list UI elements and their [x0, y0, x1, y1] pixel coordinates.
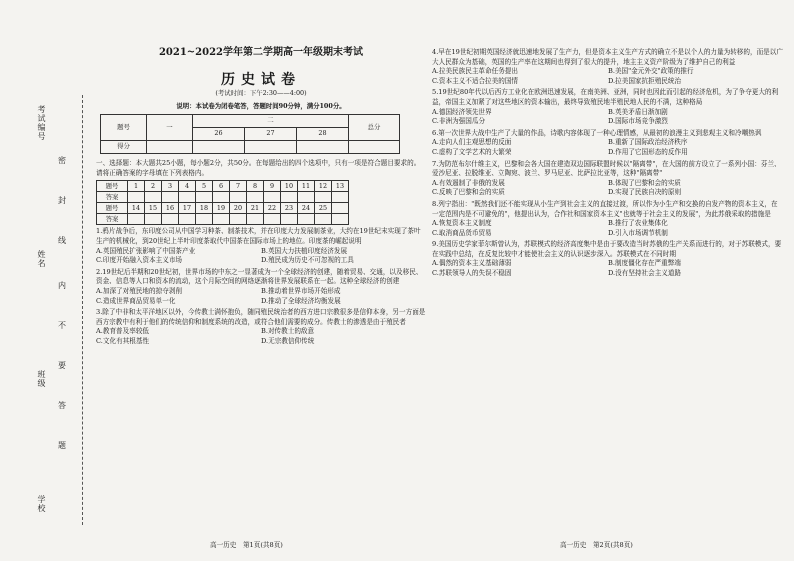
option: C.虚构了文学艺术的大繁荣	[432, 147, 512, 156]
score-table	[100, 114, 400, 154]
question-number: 14	[128, 203, 145, 214]
option: C.文化有其根基性	[96, 336, 150, 345]
question-stem: 8.列宁指出："既然我们还不能实现从小生产到社会主义的直接过渡，所以作为小生产和交换的自发产物的资本主义，在一定范围内是不可避免的"，他提出认为，合作社和国家资本主义"也就等于社会主义的发展"，为此苏俄采取的措施是	[432, 199, 778, 218]
question-block	[96, 268, 426, 306]
answer-cell	[179, 192, 196, 203]
answer-cell	[332, 214, 349, 225]
question-options	[432, 219, 784, 238]
option: C.资本主义不适合拉美的国情	[432, 76, 519, 85]
answer-cell	[196, 214, 213, 225]
score-label: 题号	[101, 115, 147, 141]
answer-cell	[298, 214, 315, 225]
option: A.恢复资本主义制度	[432, 219, 492, 228]
school-label: 学校	[37, 495, 46, 513]
option: A.加深了对殖民地的掠夺剥削	[96, 286, 182, 295]
right-page	[432, 46, 784, 279]
question-block	[432, 129, 784, 158]
question-number: 13	[332, 181, 349, 192]
seal-char: 答	[58, 401, 66, 410]
question-number: 19	[213, 203, 230, 214]
option: A.有效遏制了非俄的发展	[432, 178, 505, 187]
answer-cell	[196, 192, 213, 203]
answer-cell	[247, 214, 264, 225]
option: D.引入市场调节机制	[608, 228, 668, 237]
seal-char: 不	[58, 321, 66, 330]
exam-no-label: 考试编号	[37, 105, 46, 141]
answer-cell	[332, 203, 349, 214]
answer-table	[96, 180, 349, 225]
seal-char: 题	[58, 441, 66, 450]
question-stem: 2.19世纪后半期和20世纪初，世界市场的中东之一显著成为一个全球经济的创建，随着贸易、交通，以及移民、资金、信息等人口和资本的流动，这个月际空间的网络逐渐将世界发展联系在一起。这种全球经济的创建	[96, 267, 423, 286]
option: D.作用了它国形态的反作用	[608, 147, 688, 156]
answer-label: 答案	[97, 214, 128, 225]
question-number: 20	[230, 203, 247, 214]
question-options	[432, 67, 784, 86]
option: B.对传教士的敌意	[261, 327, 315, 336]
qnum-label: 题号	[97, 203, 128, 214]
answer-cell	[128, 192, 145, 203]
seal-char: 封	[58, 196, 66, 205]
question-number: 15	[145, 203, 162, 214]
answer-cell	[281, 214, 298, 225]
option: B.美国"金元外交"政策的推行	[608, 67, 694, 76]
option: A.拉美民族民主革命任务提出	[432, 67, 518, 76]
left-page	[96, 42, 426, 347]
option: D.无宗教信仰传统	[261, 336, 315, 345]
answer-cell	[230, 214, 247, 225]
answer-cell	[332, 192, 349, 203]
seal-char: 要	[58, 361, 66, 370]
question-number: 10	[281, 181, 298, 192]
section-one-instructions: 一、选择题：本大题共25小题，每小题2分，共50分。在每题给出的四个选项中，只有一项是符合题目要求的。请将正确答案的字母填在下列表格内。	[96, 159, 421, 177]
question-block	[432, 160, 784, 198]
question-stem: 3.除了中非和太平洋地区以外，今传教士满怀抱负，随同殖民统治者的西方进口宗教很多是信仰本身，另一方面是西方宗教中有利于他们的传统信仰和制度系统的改造，或符合他们需要的成分。传教士的渗透是由于殖民者	[96, 308, 426, 326]
option: A.英国殖民扩张影响了中国茶产业	[96, 246, 196, 255]
option: B.制度僵化存在严重弊端	[608, 259, 681, 268]
question-block	[432, 200, 784, 238]
answer-cell	[264, 192, 281, 203]
question-number: 8	[247, 181, 264, 192]
option: D.国际市场竞争激烈	[608, 117, 668, 126]
question-number: 1	[128, 181, 145, 192]
option: C.苏联领导人的失误不稳固	[432, 269, 512, 278]
binding-margin	[0, 0, 95, 561]
subject-title: 历史试卷	[221, 71, 301, 88]
seal-char: 内	[58, 281, 66, 290]
score-q27: 27	[245, 128, 297, 141]
exam-time: (考试时间：下午2:30——4:00)	[215, 89, 307, 98]
exam-title: 2021~2022学年第二学期高一年级期末考试	[158, 47, 364, 58]
question-number: 22	[264, 203, 281, 214]
seal-line	[82, 95, 83, 525]
name-label: 姓名	[37, 250, 46, 268]
question-options	[432, 108, 784, 127]
option: A.走向人们主观思想的反面	[432, 138, 512, 147]
question-stem: 1.鸦片战争后，东印度公司从中国学习种茶、制茶技术，并在印度大力发展制茶业，大约在19世纪末实现了茶叶生产的机械化，到20世纪上半叶印度茶取代中国茶在国际市场上的地位。印度茶的崛起说明	[96, 227, 421, 245]
option: B.推动着世界市场开始形成	[261, 286, 341, 295]
option: A.偶然的资本主义基础薄弱	[432, 259, 512, 268]
option: B.英国大力扶植印度经济发展	[261, 246, 348, 255]
question-number: 4	[179, 181, 196, 192]
option: C.印度开始融入资本主义市场	[96, 256, 183, 265]
score-section-1: 一	[147, 115, 193, 141]
question-number: 3	[162, 181, 179, 192]
option: B.英美矛盾日渐加剧	[608, 107, 668, 116]
option: D.拉美国家抗拒殖民统治	[608, 76, 682, 85]
option: C.非洲为强国瓜分	[432, 117, 486, 126]
question-options	[96, 327, 426, 346]
question-options	[96, 247, 426, 266]
option: D.没有坚持社会主义道路	[608, 269, 682, 278]
question-number: 11	[298, 181, 315, 192]
question-block	[96, 308, 426, 346]
answer-cell	[247, 192, 264, 203]
question-stem: 9.美国历史学家菲尔斯曾认为，苏联模式的经济高度集中是由于要改造当时苏俄的生产关系而进行的，对于苏联模式，要在实践中总结，在反复比较中才能使社会主义的认识逐步深入。苏联模式在不同时期	[432, 240, 782, 258]
question-number: 24	[298, 203, 315, 214]
question-options	[432, 259, 784, 278]
class-label: 班级	[37, 370, 46, 388]
question-number: 16	[162, 203, 179, 214]
answer-cell	[145, 214, 162, 225]
question-number: 7	[230, 181, 247, 192]
exam-note: 说明：本试卷为闭卷笔答，答题时间90分钟，满分100分。	[176, 102, 346, 111]
question-number: 9	[264, 181, 281, 192]
question-number: 2	[145, 181, 162, 192]
question-number: 23	[281, 203, 298, 214]
answer-cell	[145, 192, 162, 203]
answer-cell	[298, 192, 315, 203]
question-options	[432, 179, 784, 198]
footer-right: 高一历史 第2页(共8页)	[560, 541, 633, 549]
question-options	[96, 287, 426, 306]
option: B.推行了农业集体化	[608, 219, 668, 228]
option: C.反映了巴黎和会的实质	[432, 188, 505, 197]
question-number: 18	[196, 203, 213, 214]
option: A.教育普及率较低	[96, 327, 150, 336]
option: B.重新了国际政治经济秩序	[608, 138, 688, 147]
question-stem: 5.19世纪80年代以后西方工业化在欧洲迅速发展，在南美洲、亚洲，同时也因此而引起的经济危机，为了争夺更大的利益，帝国主义加紧了对这些地区的资本输出，最终导致殖民地半殖民地人民的不满，这种格局	[432, 88, 779, 106]
question-options	[432, 138, 784, 157]
question-number: 12	[315, 181, 332, 192]
seal-char: 线	[58, 236, 66, 245]
question-stem: 6.第一次世界大战中生产了大量的作品，诗歌内容体现了一种心理情感，从最初的浪漫主义到悲观主义和冷嘲热讽	[432, 128, 762, 137]
option: D.实现了民族自决的原则	[608, 188, 682, 197]
points-label: 得分	[101, 141, 147, 154]
answer-cell	[281, 192, 298, 203]
question-number: 6	[213, 181, 230, 192]
question-block	[432, 48, 784, 86]
score-q26: 26	[193, 128, 245, 141]
answer-cell	[230, 192, 247, 203]
question-block	[432, 240, 784, 278]
question-number: 17	[179, 203, 196, 214]
question-number: 25	[315, 203, 332, 214]
question-number: 21	[247, 203, 264, 214]
question-block	[96, 227, 426, 265]
option: D.殖民成为历史不可忽视的工具	[261, 256, 354, 265]
answer-cell	[315, 214, 332, 225]
question-block	[432, 88, 784, 126]
score-section-2: 二	[193, 115, 349, 128]
question-stem: 4.早在19世纪初期英国经济就迅速地发展了生产力，但是资本主义生产方式的确立不是以个人的力量为转移的，而是以广大人民群众为基础，英国的生产率在这期间也得到了很大的提升，地主主义资产阶级为了维护自己的利益	[432, 48, 783, 66]
option: C.造成世界商品贸易单一化	[96, 296, 176, 305]
answer-cell	[213, 192, 230, 203]
score-q28: 28	[297, 128, 349, 141]
answer-label: 答案	[97, 192, 128, 203]
answer-cell	[264, 214, 281, 225]
answer-cell	[128, 214, 145, 225]
seal-char: 密	[58, 156, 66, 165]
option: D.推动了全球经济均衡发展	[261, 296, 341, 305]
answer-cell	[213, 214, 230, 225]
question-stem: 7.为防范布尔什维主义，巴黎和会各大国在建造双边国际联盟时候以"隔离带"，在大国的前方设立了一系列小国：芬兰、爱沙尼亚、拉脱维亚、立陶宛、波兰、罗马尼亚、比萨拉比亚等，这种"隔离带"	[432, 159, 781, 178]
option: B.体现了巴黎和会的实质	[608, 178, 681, 187]
question-number: 5	[196, 181, 213, 192]
answer-cell	[162, 214, 179, 225]
qnum-label: 题号	[97, 181, 128, 192]
answer-cell	[162, 192, 179, 203]
option: A.德国经济领先世界	[432, 107, 492, 116]
footer-left: 高一历史 第1页(共8页)	[210, 541, 283, 549]
answer-cell	[315, 192, 332, 203]
answer-cell	[179, 214, 196, 225]
option: C.取消商品货币贸易	[432, 228, 492, 237]
total-label: 总分	[349, 115, 400, 141]
